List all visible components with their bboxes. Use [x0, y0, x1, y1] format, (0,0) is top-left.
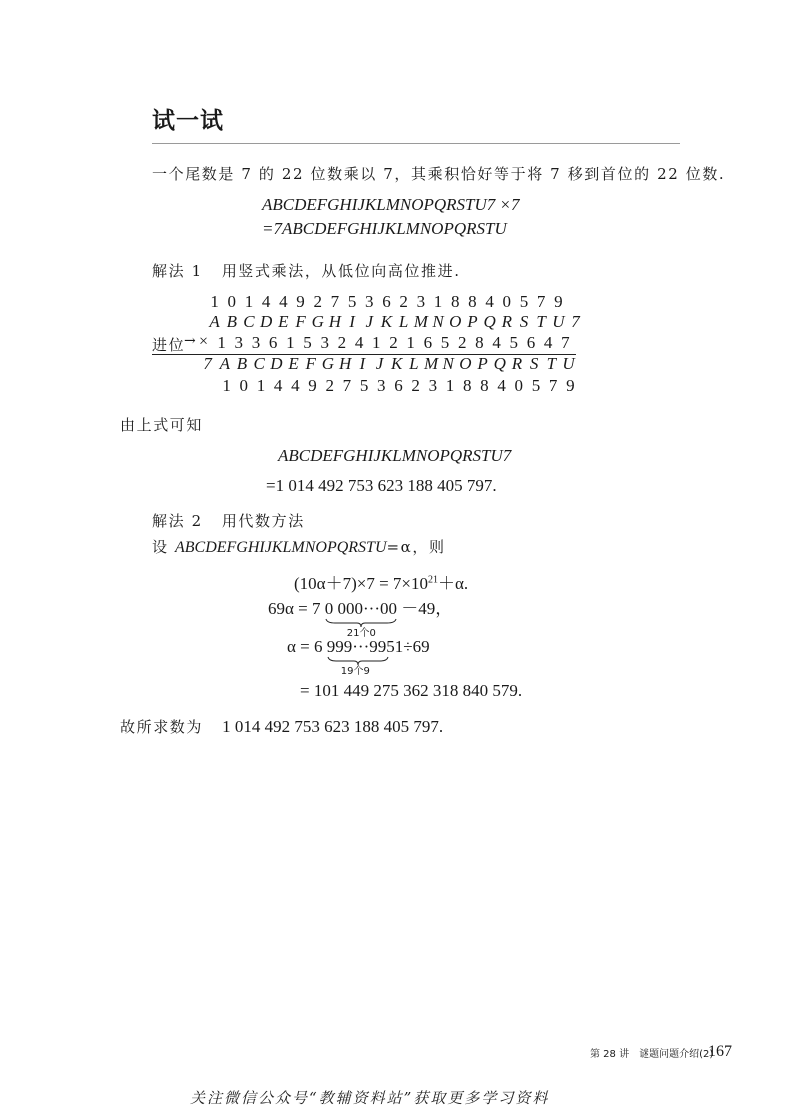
multiplicand-cell: I — [349, 312, 355, 331]
product-digit-cell: 0 — [239, 376, 249, 395]
product-digit-cell: 5 — [531, 376, 541, 395]
carry-cell: 3 — [251, 333, 261, 352]
product-letter-cell: G — [321, 354, 335, 373]
carry-cell: 2 — [337, 333, 347, 352]
product-letter-cell: C — [253, 354, 265, 373]
product-letter-cell: O — [459, 354, 472, 373]
carry-cell: 4 — [354, 333, 364, 352]
product-digit-cell: 1 — [222, 376, 231, 395]
carry-cell: 3 — [320, 333, 329, 352]
carry-cell: 1 — [406, 333, 415, 352]
algebra-line1-right: ＋α. — [438, 574, 469, 593]
carry-top-cell: 3 — [365, 292, 374, 311]
answer-value: 1 014 492 753 623 188 405 797. — [222, 717, 444, 736]
multiplicand-cell: R — [501, 312, 512, 331]
product-digit-cell: 1 — [445, 376, 455, 395]
product-letter-cell: E — [288, 354, 299, 373]
page-title: 试一试 — [152, 107, 224, 134]
carry-digits-top — [206, 292, 567, 312]
product-digit-cell: 2 — [411, 376, 420, 395]
product-digit-cell: 8 — [462, 376, 472, 395]
algebra-line3-left: α = 6 — [287, 637, 323, 656]
product-letter-cell: 7 — [203, 354, 212, 373]
method1-line — [152, 260, 461, 281]
carry-top-cell: 4 — [485, 292, 494, 311]
product-digit-cell: 4 — [497, 376, 506, 395]
answer-line — [120, 716, 443, 737]
product-letter-cell: P — [477, 354, 488, 373]
multiplicand-cell: U — [552, 312, 565, 331]
conclusion-equation-line2: =1 014 492 753 623 188 405 797. — [266, 476, 497, 495]
braced-nines-text: 999···99 — [326, 637, 387, 656]
setup-suffix: =α，则 — [386, 538, 446, 556]
multiplicand-cell: L — [398, 312, 409, 331]
carry-top-cell: 0 — [502, 292, 512, 311]
method2-setup — [152, 536, 446, 557]
multiplicand-letters — [206, 312, 584, 332]
title-rule — [152, 143, 680, 144]
carry-cell: 7 — [561, 333, 570, 352]
carry-top-cell: 9 — [296, 292, 305, 311]
page-number: 167 — [708, 1043, 732, 1060]
multiplicand-cell: Q — [483, 312, 496, 331]
carry-cell: 1 — [286, 333, 295, 352]
method1-text: 用竖式乘法，从低位向高位推进. — [221, 262, 461, 280]
carry-top-cell: 1 — [210, 292, 219, 311]
algebra-line1 — [294, 569, 468, 594]
product-digits — [218, 376, 579, 396]
carry-digits-row — [213, 333, 574, 353]
algebra-line3-right: 51÷69 — [386, 637, 430, 656]
product-letter-cell: Q — [493, 354, 506, 373]
product-letters — [199, 354, 577, 374]
braced-nines — [326, 637, 387, 677]
carry-cell: 4 — [492, 333, 501, 352]
multiplicand-cell: B — [226, 312, 237, 331]
arrow-right-icon: → — [184, 333, 196, 349]
multiplicand-cell: T — [536, 312, 546, 331]
product-digit-cell: 6 — [394, 376, 403, 395]
product-digit-cell: 9 — [308, 376, 317, 395]
carry-cell: 5 — [509, 333, 519, 352]
carry-cell: 2 — [457, 333, 467, 352]
product-digit-cell: 3 — [428, 376, 438, 395]
product-letter-cell: H — [338, 354, 352, 373]
product-letter-cell: S — [529, 354, 539, 373]
multiplicand-cell: S — [519, 312, 529, 331]
carry-top-cell: 9 — [554, 292, 563, 311]
carry-top-cell: 8 — [450, 292, 460, 311]
method2-heading: 解法 2 — [152, 512, 203, 530]
multiplicand-cell: J — [365, 312, 374, 331]
carry-cell: 5 — [303, 333, 312, 352]
carry-cell: 4 — [543, 333, 553, 352]
conclusion-intro: 由上式可知 — [120, 416, 204, 434]
carry-label: 进位 — [152, 336, 186, 354]
algebra-line1-left: (10α＋7)×7 = 7×10 — [294, 574, 428, 593]
carry-cell: 5 — [440, 333, 450, 352]
product-digit-cell: 0 — [514, 376, 524, 395]
product-digit-cell: 3 — [377, 376, 386, 395]
algebra-line4: = 101 449 275 362 318 840 579. — [300, 681, 523, 700]
multiplicand-cell: A — [209, 312, 220, 331]
brace-label-21-zeros: 21个0 — [346, 628, 376, 639]
problem-equation-line1: ABCDEFGHIJKLMNOPQRSTU7 ×7 — [262, 195, 520, 214]
carry-top-cell: 7 — [330, 292, 340, 311]
setup-variable: ABCDEFGHIJKLMNOPQRSTU — [174, 539, 387, 556]
product-letter-cell: U — [562, 354, 575, 373]
multiplicand-cell: D — [260, 312, 273, 331]
product-digit-cell: 5 — [359, 376, 369, 395]
problem-equation-line2: =7ABCDEFGHIJKLMNOPQRSTU — [262, 219, 507, 238]
product-digit-cell: 4 — [291, 376, 300, 395]
carry-top-cell: 1 — [433, 292, 443, 311]
carry-cell: 6 — [423, 333, 433, 352]
algebra-line1-exponent: 21 — [428, 574, 438, 586]
product-letter-cell: L — [409, 354, 419, 373]
carry-top-cell: 5 — [347, 292, 357, 311]
conclusion-equation-line1: ABCDEFGHIJKLMNOPQRSTU7 — [278, 446, 512, 465]
product-letter-cell: N — [442, 354, 454, 373]
braced-zeros — [324, 599, 397, 639]
multiplicand-cell: P — [467, 312, 478, 331]
carry-cell: 1 — [372, 333, 381, 352]
setup-prefix: 设 — [152, 538, 175, 556]
multiplicand-cell: O — [449, 312, 462, 331]
carry-top-cell: 4 — [279, 292, 288, 311]
carry-top-cell: 6 — [382, 292, 391, 311]
carry-top-cell: 5 — [519, 292, 529, 311]
carry-cell: 6 — [526, 333, 536, 352]
multiplicand-cell: E — [278, 312, 289, 331]
problem-statement: 一个尾数是 7 的 22 位数乘以 7，其乘积恰好等于将 7 移到首位的 22 位数. — [152, 165, 726, 183]
multiplicand-cell: K — [380, 312, 393, 331]
footer-section-title: 第 28 讲 谜题问题介绍(2) — [590, 1049, 714, 1060]
algebra-line3 — [287, 637, 430, 677]
carry-cell: 6 — [268, 333, 278, 352]
product-digit-cell: 7 — [342, 376, 352, 395]
carry-top-cell: 4 — [261, 292, 271, 311]
multiplicand-cell: F — [295, 312, 306, 331]
method1-heading: 解法 1 — [152, 262, 203, 280]
method2-text: 用代数方法 — [221, 512, 305, 530]
brace-label-19-nines: 19个9 — [340, 666, 370, 677]
product-letter-cell: J — [375, 354, 384, 373]
product-digit-cell: 2 — [325, 376, 334, 395]
multiplicand-cell: 7 — [571, 312, 580, 331]
product-digit-cell: 1 — [256, 376, 266, 395]
carry-cell: 8 — [475, 333, 484, 352]
times-sign: × — [199, 333, 209, 350]
product-letter-cell: R — [511, 354, 523, 373]
multiplicand-cell: H — [328, 312, 342, 331]
carry-cell: 1 — [217, 333, 226, 352]
product-letter-cell: T — [546, 354, 557, 373]
product-digit-cell: 4 — [273, 376, 283, 395]
carry-top-cell: 2 — [399, 292, 408, 311]
product-digit-cell: 9 — [566, 376, 575, 395]
multiplicand-cell: C — [243, 312, 255, 331]
carry-cell: 2 — [389, 333, 398, 352]
carry-cell: 3 — [234, 333, 244, 352]
product-letter-cell: B — [236, 354, 248, 373]
carry-top-cell: 2 — [313, 292, 322, 311]
multiplicand-cell: N — [432, 312, 444, 331]
product-digit-cell: 8 — [480, 376, 489, 395]
product-letter-cell: F — [305, 354, 316, 373]
product-letter-cell: D — [270, 354, 283, 373]
method2-line — [152, 510, 305, 531]
promo-banner: 关注微信公众号“教辅资料站”获取更多学习资料 — [190, 1089, 550, 1107]
carry-top-cell: 0 — [227, 292, 237, 311]
braced-zeros-text: 0 000···00 — [324, 599, 397, 618]
product-letter-cell: M — [423, 354, 439, 373]
algebra-line2-right: －49， — [401, 599, 453, 618]
product-letter-cell: A — [219, 354, 230, 373]
algebra-line2-left: 69α = 7 — [268, 599, 321, 618]
product-letter-cell: I — [359, 354, 366, 373]
multiplicand-cell: M — [413, 312, 428, 331]
carry-top-cell: 1 — [244, 292, 254, 311]
product-letter-cell: K — [390, 354, 403, 373]
carry-top-cell: 3 — [416, 292, 426, 311]
multiplicand-cell: G — [311, 312, 324, 331]
answer-label: 故所求数为 — [120, 718, 204, 736]
carry-top-cell: 8 — [468, 292, 477, 311]
product-digit-cell: 7 — [548, 376, 558, 395]
algebra-line2 — [268, 594, 453, 639]
carry-top-cell: 7 — [536, 292, 546, 311]
